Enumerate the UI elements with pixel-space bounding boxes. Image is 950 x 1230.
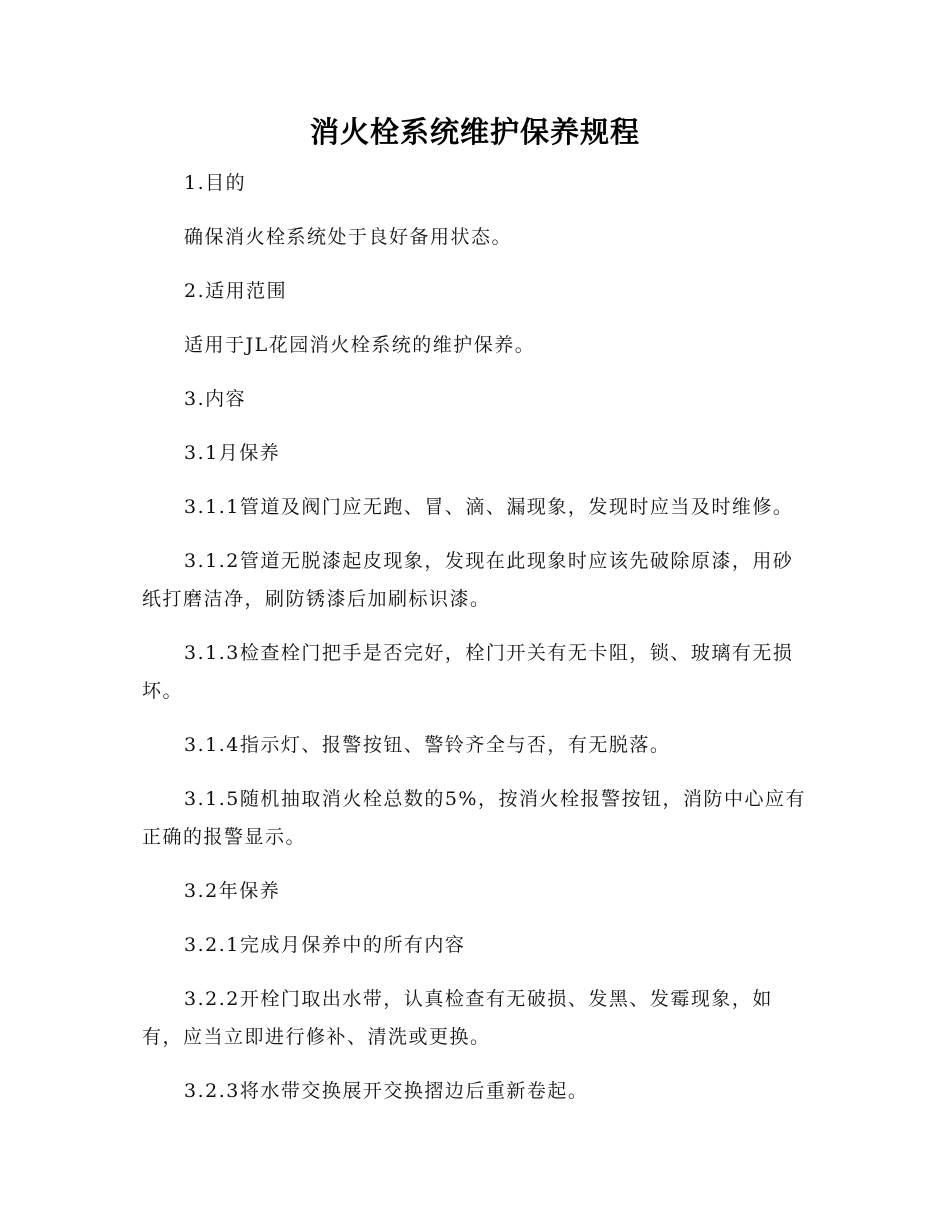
document-body <box>142 164 810 1126</box>
paragraph-3-2-1: 3.2.1完成月保养中的所有内容 <box>184 934 466 956</box>
paragraph-purpose-text: 确保消火栓系统处于良好备用状态。 <box>184 226 513 248</box>
paragraph-3-1-2: 3.1.2管道无脱漆起皮现象，发现在此现象时应该先破除原漆，用砂纸打磨洁净，刷防锈漆后加刷标识漆。 <box>142 550 794 610</box>
paragraph-yearly-heading: 3.2年保养 <box>184 880 281 902</box>
paragraph-3-1-5: 3.1.5随机抽取消火栓总数的5%，按消火栓报警按钮，消防中心应有正确的报警显示。 <box>142 788 806 848</box>
paragraph-3-1-4: 3.1.4指示灯、报警按钮、警铃齐全与否，有无脱落。 <box>184 734 671 756</box>
paragraph-scope-heading: 2.适用范围 <box>184 280 288 302</box>
paragraph-3-2-2: 3.2.2开栓门取出水带，认真检查有无破损、发黑、发霉现象，如有，应当立即进行修补、清洗或更换。 <box>142 988 773 1048</box>
paragraph-purpose-heading: 1.目的 <box>184 172 247 194</box>
paragraph-3-1-3: 3.1.3检查栓门把手是否完好，栓门开关有无卡阻，锁、玻璃有无损坏。 <box>142 642 794 702</box>
paragraph-content-heading: 3.内容 <box>184 388 247 410</box>
paragraph-3-1-1: 3.1.1管道及阀门应无跑、冒、滴、漏现象，发现时应当及时维修。 <box>184 496 794 518</box>
paragraph-monthly-heading: 3.1月保养 <box>184 442 281 464</box>
paragraph-scope-text: 适用于JL花园消火栓系统的维护保养。 <box>184 334 536 356</box>
document-title: 消火栓系统维护保养规程 <box>309 115 640 149</box>
paragraph-3-2-3: 3.2.3将水带交换展开交换摺边后重新卷起。 <box>184 1080 589 1102</box>
